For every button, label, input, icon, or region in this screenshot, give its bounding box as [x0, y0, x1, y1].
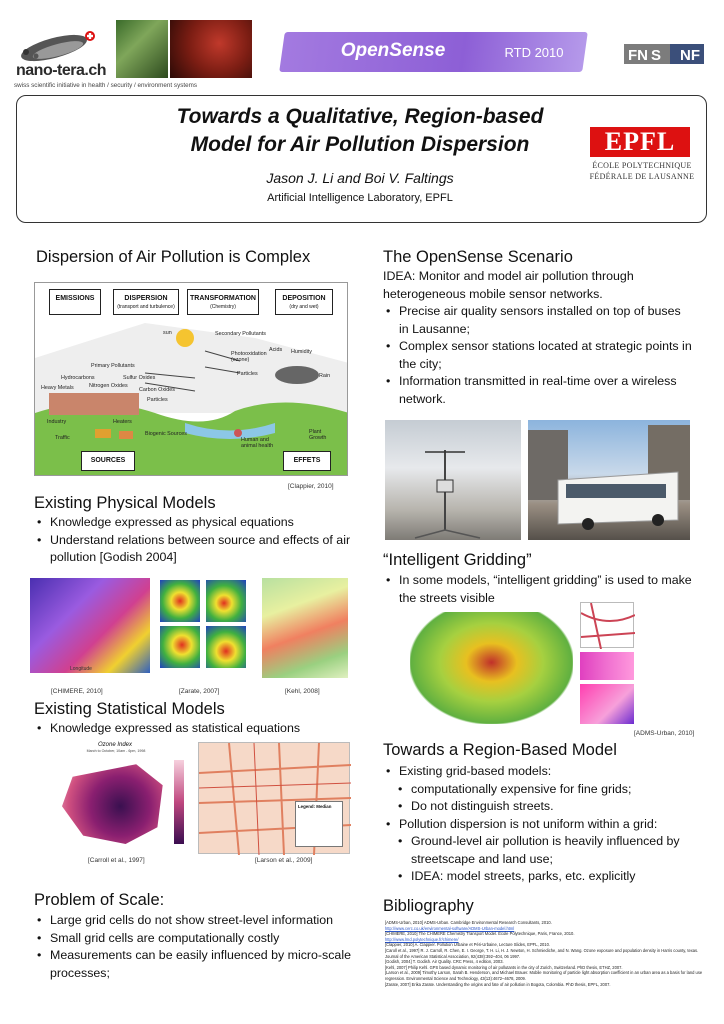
bib-entry-2: [CHIMERE, 2010] The CHIMERE Chemistry Transport Model. École Polytechnique, Paris, France, 2010.: [385, 931, 575, 937]
scale-bullet-1: • Large grid cells do not show street-level information: [34, 912, 364, 930]
larson-legend: [295, 801, 343, 847]
nanotera-logo: [14, 20, 244, 88]
region-item-2: • computationally expensive for fine grids;: [383, 781, 703, 799]
lbl-human-health: Human and animal health: [241, 437, 274, 449]
carroll-caption: [Carroll et al., 1997]: [88, 857, 145, 864]
london-grid-map: [410, 612, 573, 724]
bibliography-list: [385, 920, 703, 987]
project-name: OpenSense: [340, 40, 446, 61]
lbl-humidity: Humidity: [291, 349, 312, 355]
car-icon: [95, 429, 111, 438]
bus-icon: [528, 420, 690, 540]
nanotera-name: nano-tera.ch: [16, 62, 107, 79]
street-detail-map: [580, 602, 634, 648]
scale-heading: Problem of Scale:: [34, 891, 165, 909]
lbl-hydrocarbons: Hydrocarbons: [61, 375, 95, 381]
authors: Jason J. Li and Boi V. Faltings: [266, 170, 454, 186]
kehl-map: [262, 578, 348, 678]
box-transformation: TRANSFORMATION (Chemistry): [187, 289, 259, 315]
region-item-6: • IDEA: model streets, parks, etc. explicitly: [383, 868, 703, 886]
lbl-biogenic: Biogenic Sources: [145, 431, 187, 437]
title-line-1: Towards a Qualitative, Region-based: [176, 105, 544, 128]
bib-entry-5: [Godish, 2004] T. Godish. Air Quality. CRC Press, 4 edition, 2003.: [385, 959, 504, 965]
zarate-caption: [Zarate, 2007]: [179, 688, 220, 695]
ozone-title: Ozone Index: [97, 742, 133, 748]
header-photo-abstract: [170, 20, 252, 78]
gridding-bullets: [383, 572, 693, 607]
dispersion-diagram: [34, 282, 348, 476]
gridding-heading: “Intelligent Gridding”: [383, 551, 532, 569]
sensor-mast-icon: [385, 420, 521, 540]
bib-entry-4: [Caroll et al., 1997] R. J. Carroll, R. Chen, E. I. George, T. H. Li, H. J. Newton, H. Schmiediche, and N. Wang. Ozone exposure and population density in Harris county, texas. Journal of the American Statistical Association, 92(438):392–404, 06 1997.: [385, 947, 699, 959]
box-dispersion: DISPERSION (transport and turbulence): [113, 289, 179, 315]
epfl-line-2: FÉDÉRALE DE LAUSANNE: [589, 172, 695, 181]
bib-link-1[interactable]: http://www.cerc.co.uk/environmental-software/ADMS-Urban-model.html: [385, 925, 515, 931]
physical-bullet-2: • Understand relations between source and effects of air pollution [Godish 2004]: [34, 532, 364, 567]
dispersion-caption: [Clappier, 2010]: [288, 483, 334, 490]
ozone-colorbar: [174, 760, 184, 844]
street-lines: [581, 603, 635, 649]
physical-bullets: [34, 514, 364, 567]
lbl-carbon: Carbon Oxides: [139, 387, 175, 393]
bibliography-heading: Bibliography: [383, 897, 474, 915]
region-item-1: • Existing grid-based models:: [383, 763, 703, 781]
region-item-4: • Pollution dispersion is not uniform within a grid:: [383, 816, 703, 834]
box-sources: SOURCES: [81, 451, 135, 471]
person-icon: [234, 429, 242, 437]
ozone-index-figure: [36, 742, 188, 854]
chimere-caption: [CHIMERE, 2010]: [51, 688, 103, 695]
lbl-acids: Acids: [269, 347, 283, 353]
region-item-5: • Ground-level air pollution is heavily influenced by streetscape and land use;: [383, 833, 703, 868]
title-line-2: Model for Air Pollution Dispersion: [190, 133, 530, 156]
gridding-bullet-1: • In some models, “intelligent gridding” is used to make the streets visible: [383, 572, 693, 607]
larson-map: [198, 742, 350, 854]
svg-text:S: S: [651, 47, 662, 64]
lbl-sulfur: Sulfur Oxides: [123, 375, 156, 381]
box-effets: EFFETS: [283, 451, 331, 471]
cloud-icon: [275, 366, 319, 384]
box-emissions: EMISSIONS: [49, 289, 101, 315]
affiliation: Artificial Intelligence Laboratory, EPFL: [267, 192, 453, 204]
lbl-industry: Industry: [47, 419, 67, 425]
svg-text:FN: FN: [628, 47, 648, 64]
lbl-primary: Primary Pollutants: [91, 363, 135, 369]
fns-snf-logo: [624, 42, 704, 66]
lbl-traffic: Traffic: [55, 435, 70, 441]
bib-entry-8: [Zarate, 2007] Erika Zarate. Understanding the origins and fate of air pollution in Bogota, Colombia. PhD thesis, EPFL, 2007.: [385, 981, 611, 987]
lbl-rain: Rain: [319, 373, 331, 379]
zarate-map-3: [160, 626, 200, 668]
lbl-particles-1: Particles: [147, 397, 168, 403]
epfl-line-1: ÉCOLE POLYTECHNIQUE: [592, 161, 692, 170]
bib-entry-7: [Larson et al., 2009] Timothy Larson, Sarah B. Henderson, and Michael Brauer. Mobile monitoring of particle light absorption coefficient in an urban area as a basis for land use regression. Environmental Science and Technology, 43(13):4672–4678, 2009.: [385, 970, 703, 981]
chimere-map: [30, 578, 150, 673]
region-bullets: [383, 763, 703, 886]
scenario-intro: IDEA: Monitor and model air pollution through heterogeneous mobile sensor networks.: [383, 269, 634, 301]
statistical-bullet-1: • Knowledge expressed as statistical equations: [34, 720, 364, 738]
region-item-3: • Do not distinguish streets.: [383, 798, 703, 816]
chimere-axis-x: Longitude: [70, 666, 92, 672]
bib-link-2[interactable]: http://www.lmd.polytechnique.fr/chimere/: [385, 936, 459, 942]
poster-title: [120, 103, 600, 159]
bib-entry-3: [Clappier, 2010] A. Clappier. Pollution Urbaine et Péri-Urbaine, Lecture Slides, EPFL, 2010.: [385, 942, 550, 948]
scale-bullets: [34, 912, 364, 982]
lbl-secondary: Secondary Pollutants: [215, 331, 266, 337]
grid-detail-2: [580, 684, 634, 724]
zarate-map-2: [206, 580, 246, 622]
physical-heading: Existing Physical Models: [34, 494, 216, 512]
epfl-mark: [590, 127, 690, 157]
lbl-sun: sun: [163, 330, 172, 336]
region-heading: Towards a Region-Based Model: [383, 741, 617, 759]
lbl-heaters: Heaters: [113, 419, 132, 425]
statistical-heading: Existing Statistical Models: [34, 700, 225, 718]
scenario-bullets: [383, 303, 693, 408]
larson-legend-title: Legend: Median: [298, 804, 332, 809]
scenario-bullet-2: • Complex sensor stations located at strategic points in the city;: [383, 338, 693, 373]
lbl-nitrogen: Nitrogen Oxides: [89, 383, 128, 389]
kehl-caption: [Kehl, 2008]: [285, 688, 320, 695]
scenario-bullet-1: • Precise air quality sensors installed on top of buses in Lausanne;: [383, 303, 693, 338]
larson-caption: [Larson et al., 2009]: [255, 857, 313, 864]
lbl-heavy-metals: Heavy Metals: [41, 385, 74, 391]
statistical-bullets: [34, 720, 364, 738]
zarate-map-1: [160, 580, 200, 622]
harris-county-map: [62, 760, 168, 844]
header-photo-nature: [116, 20, 168, 78]
bib-entry-6: [Kehl, 2007] Philip Kehl. GPS based dynamic monitoring of air pollutants in the city of Zurich, Switzerland. PhD thesis, ETHZ, 2007.: [385, 964, 623, 970]
lbl-particles-2: Particles: [237, 371, 258, 377]
grid-detail-1: [580, 652, 634, 680]
box-deposition: DEPOSITION (dry and wet): [275, 289, 333, 315]
scale-bullet-2: • Small grid cells are computationally costly: [34, 930, 364, 948]
lbl-plant-growth: Plant Growth: [309, 429, 327, 441]
sensor-station-photo: [385, 420, 521, 540]
sun-icon: [176, 329, 194, 347]
physical-bullet-1: • Knowledge expressed as physical equations: [34, 514, 364, 532]
scenario-bullet-3: • Information transmitted in real-time over a wireless network.: [383, 373, 693, 408]
dispersion-heading: Dispersion of Air Pollution is Complex: [36, 248, 311, 266]
zarate-map-4: [206, 626, 246, 668]
bib-entry-1: [ADMS-Urban, 2010] ADMS-Urban. Cambridge Environmental Research Consultants, 2010.: [385, 920, 552, 925]
nanotera-tagline: swiss scientific initiative in health / security / environment systems: [14, 82, 198, 89]
epfl-mark-text: EPFL: [604, 127, 676, 156]
ozone-subtitle: March to October, 10am - 6pm, 1998: [86, 749, 146, 753]
scenario-heading: The OpenSense Scenario: [383, 248, 573, 266]
rtd-label: RTD 2010: [504, 45, 564, 60]
lbl-photooxidation: Photooxidation (ozone): [231, 351, 267, 363]
svg-text:NF: NF: [680, 47, 700, 64]
scale-bullet-3: • Measurements can be easily influenced by micro-scale processes;: [34, 947, 364, 982]
lausanne-bus-photo: [528, 420, 690, 540]
epfl-logo: [586, 127, 698, 187]
adms-caption: [ADMS-Urban, 2010]: [634, 730, 695, 737]
